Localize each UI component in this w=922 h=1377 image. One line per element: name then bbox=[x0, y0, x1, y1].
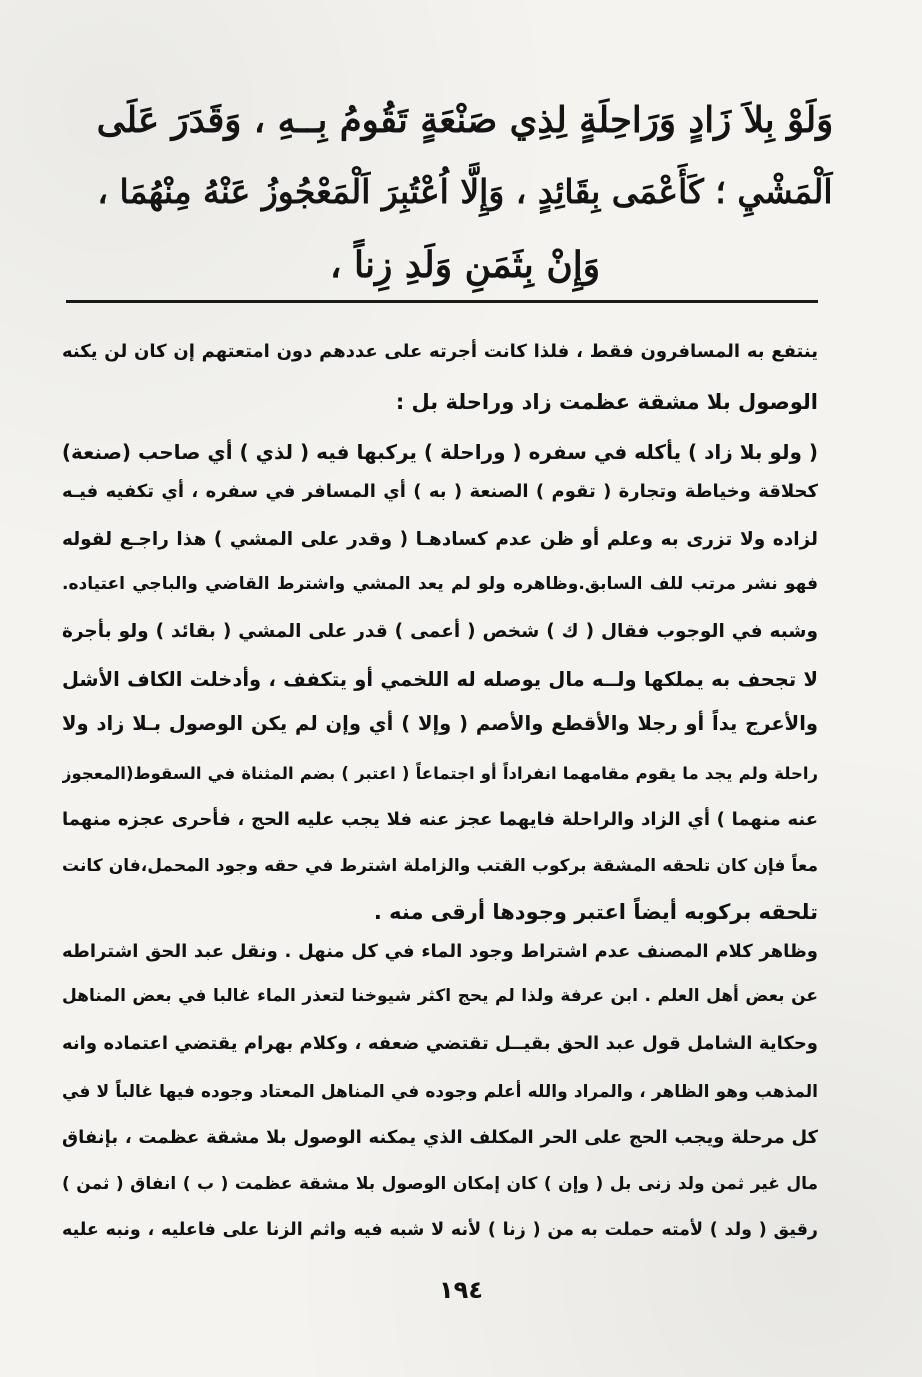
commentary-line-12: معاً فإن كان تلحقه المشقة بركوب القتب والزاملة اشترط في حقه وجود المحمل،فان كانت bbox=[62, 856, 818, 876]
commentary-line-18: كل مرحلة ويجب الحج على الحر المكلف الذي يمكنه الوصول بلا مشقة عظمت ، بإنفاق bbox=[62, 1127, 818, 1148]
commentary-line-9: والأعرج يداً أو رجلا والأقطع والأصم ( وإلا ) أي وإن لم يكن الوصول بـلا زاد ولا bbox=[62, 712, 818, 735]
commentary-line-17: المذهب وهو الظاهر ، والمراد والله أعلم وجوده في المناهل المعتاد وجوده فيها غالباً لا في bbox=[62, 1082, 818, 1102]
commentary-line-14: وظاهر كلام المصنف عدم اشتراط وجود الماء في كل منهل . ونقل عبد الحق اشتراطه bbox=[62, 941, 818, 962]
commentary-line-13: تلحقه بركوبه أيضاً اعتبر وجودها أرقى منه . bbox=[373, 900, 818, 924]
page-number: ١٩٤ bbox=[439, 1276, 483, 1304]
commentary-line-11: عنه منهما ) أي الزاد والراحلة فايهما عجز عنه فلا يجب عليه الحج ، فأحرى عجزه منهما bbox=[62, 809, 818, 830]
section-divider bbox=[66, 300, 818, 303]
commentary-line-4: كحلاقة وخياطة وتجارة ( تقوم ) الصنعة ( به ) أي المسافر في سفره ، أي تكفيه فيـه bbox=[62, 481, 818, 502]
commentary-line-2: الوصول بلا مشقة عظمت زاد وراحلة بل : bbox=[395, 390, 818, 414]
commentary-line-8: لا تجحف به يملكها ولــه مال يوصله له اللخمي أو يتكفف ، وأدخلت الكاف الأشل bbox=[62, 668, 818, 691]
commentary-line-7: وشبه في الوجوب فقال ( ك ) شخص ( أعمى ) قدر على المشي ( بقائد ) ولو بأجرة bbox=[62, 621, 818, 642]
matn-line-2: اَلْمَشْيِ ؛ كَأَعْمَى بِقَائِدٍ ، وَإِلَّا اُعْتُبِرَ اَلْمَعْجُوزُ عَنْهُ مِنْهُمَا ، bbox=[97, 172, 833, 211]
commentary-line-15: عن بعض أهل العلم . ابن عرفة ولذا لم يحج اكثر شيوخنا لتعذر الماء غالبا في بعض المناهل bbox=[62, 986, 818, 1006]
commentary-line-20: رقيق ( ولد ) لأمته حملت به من ( زنا ) لأنه لا شبه فيه واثم الزنا على فاعليه ، ونبه عليه bbox=[62, 1220, 818, 1240]
matn-line-1: وَلَوْ بِلاَ زَادٍ وَرَاحِلَةٍ لِذِي صَنْعَةٍ تَقُومُ بِــهِ ، وَقَدَرَ عَلَى bbox=[96, 100, 834, 141]
matn-line-3: وَإِنْ بِثَمَنِ وَلَدِ زِناً ، bbox=[329, 244, 601, 286]
commentary-line-1: ينتفع به المسافرون فقط ، فلذا كانت أجرته على عددهم دون امتعتهم إن كان لن يكنه bbox=[62, 341, 818, 362]
commentary-line-3: ( ولو بلا زاد ) يأكله في سفره ( وراحلة ) يركبها فيه ( لذي ) أي صاحب (صنعة) bbox=[62, 440, 818, 464]
commentary-line-16: وحكاية الشامل قول عبد الحق بقيــل تقتضي ضعفه ، وكلام بهرام يقتضي اعتماده وانه bbox=[62, 1033, 818, 1054]
commentary-line-10: راحلة ولم يجد ما يقوم مقامهما انفراداً أو اجتماعاً ( اعتبر ) بضم المثناة في السقوط(المعجوز bbox=[62, 764, 818, 783]
commentary-line-5: لزاده ولا تزرى به وعلم أو ظن عدم كسادهـا ( وقدر على المشي ) هذا راجـع لقوله bbox=[62, 529, 818, 550]
commentary-line-19: مال غير ثمن ولد زنى بل ( وإن ) كان إمكان الوصول بلا مشقة عظمت ( ب ) انفاق ( ثمن ) bbox=[62, 1174, 818, 1194]
commentary-line-6: فهو نشر مرتب للف السابق.وظاهره ولو لم يعد المشي واشترط القاضي والباجي اعتياده. bbox=[62, 574, 818, 594]
